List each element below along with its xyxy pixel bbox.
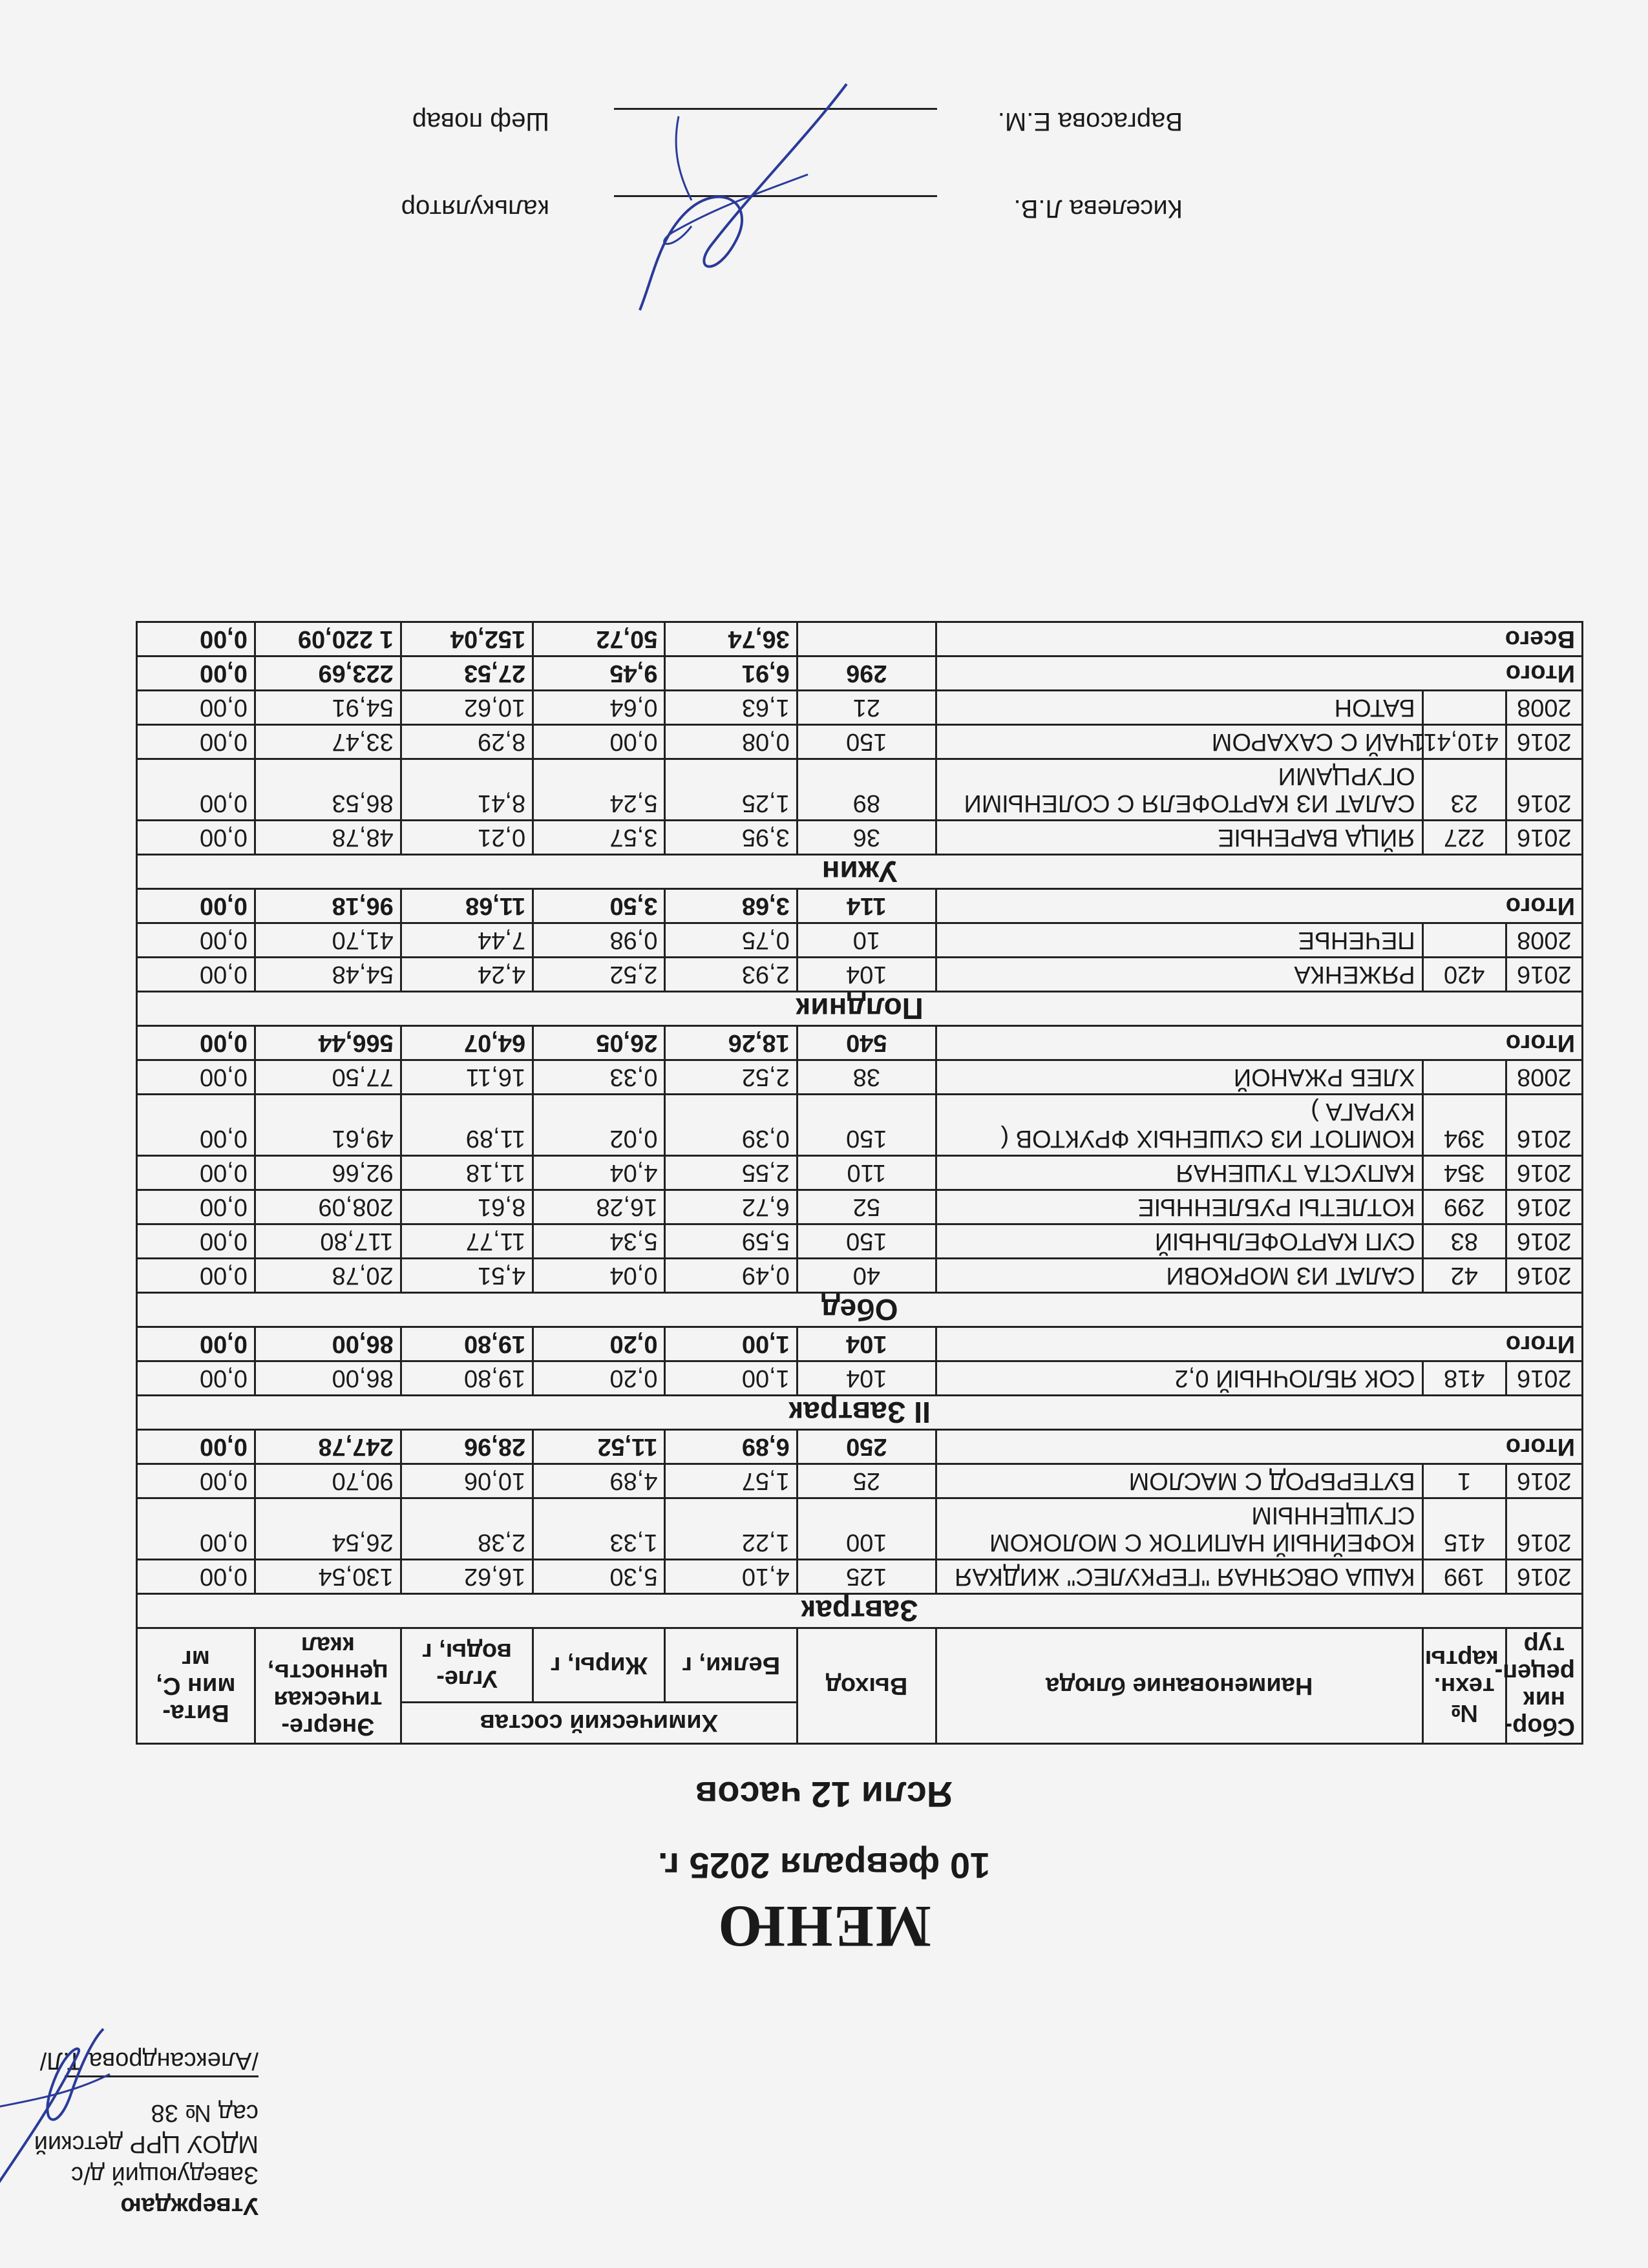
cell-collection: 2016 bbox=[1506, 1259, 1582, 1293]
cell-proteins: 3,95 bbox=[665, 821, 797, 855]
cell-energy: 117,80 bbox=[255, 1224, 401, 1259]
cell-carbs: 19,80 bbox=[401, 1361, 533, 1396]
header-tech-card: № техн. карты bbox=[1422, 1628, 1506, 1744]
cell-carbs: 16,62 bbox=[401, 1560, 533, 1594]
cell-yield: 125 bbox=[797, 1560, 936, 1594]
cell-energy: 566,44 bbox=[255, 1026, 401, 1060]
cell-fats: 0,64 bbox=[533, 691, 665, 725]
cell-carbs: 19,80 bbox=[401, 1327, 533, 1361]
page-title: МЕНЮ bbox=[717, 1894, 931, 1960]
total-label: Итого bbox=[936, 656, 1582, 691]
cell-dish-name: КОМПОТ ИЗ СУШЕНЫХ ФРУКТОВ ( КУРАГА ) bbox=[936, 1095, 1422, 1156]
section-title: II Завтрак bbox=[137, 1396, 1583, 1430]
table-row bbox=[137, 923, 1583, 958]
cell-collection: 2016 bbox=[1506, 1095, 1582, 1156]
total-label: Итого bbox=[936, 1026, 1582, 1060]
cell-tech-card bbox=[1422, 1060, 1506, 1095]
cell-fats: 5,34 bbox=[533, 1224, 665, 1259]
cell-dish-name: САЛАТ ИЗ КАРТОФЕЛЯ С СОЛЕНЫМИ ОГУРЦАМИ bbox=[936, 759, 1422, 821]
table-row bbox=[137, 821, 1583, 855]
director-signature bbox=[0, 2022, 149, 2203]
table-row bbox=[137, 958, 1583, 992]
approval-heading: Утверждаю bbox=[120, 2192, 259, 2220]
cell-yield: 150 bbox=[797, 1095, 936, 1156]
cell-tech-card: 415 bbox=[1422, 1498, 1506, 1560]
cell-dish-name: БАТОН bbox=[936, 691, 1422, 725]
cell-fats: 1,33 bbox=[533, 1498, 665, 1560]
header-energy: Энерге-тическая ценность, ккал bbox=[255, 1628, 401, 1744]
header-fats: Жиры, г bbox=[533, 1628, 665, 1703]
cell-proteins: 1,00 bbox=[665, 1327, 797, 1361]
cell-collection: 2008 bbox=[1506, 923, 1582, 958]
header-collection: Сбор-ник рецеп-тур bbox=[1506, 1628, 1582, 1744]
section-title: Ужин bbox=[137, 855, 1583, 889]
cell-fats: 3,50 bbox=[533, 889, 665, 923]
cell-yield: 21 bbox=[797, 691, 936, 725]
cell-collection: 2016 bbox=[1506, 958, 1582, 992]
staff-signature bbox=[588, 58, 885, 330]
cell-energy: 92,66 bbox=[255, 1156, 401, 1190]
table-row bbox=[137, 1156, 1583, 1190]
total-row bbox=[137, 1430, 1583, 1464]
cell-energy: 54,48 bbox=[255, 958, 401, 992]
chef-name: Варгасова Е.М. bbox=[997, 107, 1183, 136]
cell-collection: 2016 bbox=[1506, 1156, 1582, 1190]
cell-energy: 96,18 bbox=[255, 889, 401, 923]
cell-dish-name: ЧАЙ С САХАРОМ bbox=[936, 725, 1422, 759]
cell-fats: 0,00 bbox=[533, 725, 665, 759]
cell-fats: 11,52 bbox=[533, 1430, 665, 1464]
cell-collection: 2016 bbox=[1506, 1464, 1582, 1498]
cell-energy: 54,91 bbox=[255, 691, 401, 725]
cell-energy: 26,54 bbox=[255, 1498, 401, 1560]
cell-proteins: 0,08 bbox=[665, 725, 797, 759]
cell-tech-card bbox=[1422, 691, 1506, 725]
cell-fats: 0,20 bbox=[533, 1327, 665, 1361]
cell-fats: 4,04 bbox=[533, 1156, 665, 1190]
cell-collection: 2016 bbox=[1506, 1190, 1582, 1224]
cell-energy: 33,47 bbox=[255, 725, 401, 759]
section-row bbox=[137, 1594, 1583, 1628]
cell-proteins: 4,10 bbox=[665, 1560, 797, 1594]
cell-yield: 114 bbox=[797, 889, 936, 923]
cell-proteins: 6,89 bbox=[665, 1430, 797, 1464]
cell-vitamin-c: 0,00 bbox=[137, 1095, 255, 1156]
cell-yield: 104 bbox=[797, 1361, 936, 1396]
cell-tech-card: 1 bbox=[1422, 1464, 1506, 1498]
cell-carbs: 16,11 bbox=[401, 1060, 533, 1095]
section-title: Обед bbox=[137, 1293, 1583, 1327]
cell-collection: 2008 bbox=[1506, 1060, 1582, 1095]
cell-collection: 2016 bbox=[1506, 1224, 1582, 1259]
table-row bbox=[137, 725, 1583, 759]
table-row bbox=[137, 1464, 1583, 1498]
cell-proteins: 6,91 bbox=[665, 656, 797, 691]
cell-yield: 250 bbox=[797, 1430, 936, 1464]
cell-carbs: 11,89 bbox=[401, 1095, 533, 1156]
cell-collection: 2016 bbox=[1506, 1498, 1582, 1560]
cell-energy: 86,53 bbox=[255, 759, 401, 821]
cell-vitamin-c: 0,00 bbox=[137, 725, 255, 759]
header-proteins: Белки, г bbox=[665, 1628, 797, 1703]
cell-fats: 0,20 bbox=[533, 1361, 665, 1396]
cell-vitamin-c: 0,00 bbox=[137, 889, 255, 923]
cell-fats: 2,52 bbox=[533, 958, 665, 992]
cell-vitamin-c: 0,00 bbox=[137, 656, 255, 691]
cell-carbs: 0,21 bbox=[401, 821, 533, 855]
cell-dish-name: БУТЕРБРОД С МАСЛОМ bbox=[936, 1464, 1422, 1498]
menu-subtitle: Ясли 12 часов bbox=[695, 1774, 953, 1815]
cell-dish-name: КОФЕЙНЫЙ НАПИТОК С МОЛОКОМ СГУЩЕННЫМ bbox=[936, 1498, 1422, 1560]
total-label: Итого bbox=[936, 1327, 1582, 1361]
header-yield: Выход bbox=[797, 1628, 936, 1744]
cell-dish-name: СОК ЯБЛОЧНЫЙ 0,2 bbox=[936, 1361, 1422, 1396]
cell-vitamin-c: 0,00 bbox=[137, 1498, 255, 1560]
cell-dish-name: КАПУСТА ТУШЕНАЯ bbox=[936, 1156, 1422, 1190]
cell-proteins: 1,22 bbox=[665, 1498, 797, 1560]
calculator-role: калькулятор bbox=[401, 194, 549, 223]
cell-yield: 296 bbox=[797, 656, 936, 691]
cell-proteins: 1,00 bbox=[665, 1361, 797, 1396]
cell-tech-card bbox=[1422, 923, 1506, 958]
cell-fats: 5,24 bbox=[533, 759, 665, 821]
cell-vitamin-c: 0,00 bbox=[137, 1361, 255, 1396]
table-row bbox=[137, 1190, 1583, 1224]
total-row bbox=[137, 1026, 1583, 1060]
cell-tech-card: 354 bbox=[1422, 1156, 1506, 1190]
cell-yield: 40 bbox=[797, 1259, 936, 1293]
table-row bbox=[137, 1259, 1583, 1293]
cell-fats: 50,72 bbox=[533, 622, 665, 656]
cell-vitamin-c: 0,00 bbox=[137, 1026, 255, 1060]
cell-tech-card: 83 bbox=[1422, 1224, 1506, 1259]
cell-vitamin-c: 0,00 bbox=[137, 1156, 255, 1190]
grand-total-row bbox=[137, 622, 1583, 656]
cell-tech-card: 394 bbox=[1422, 1095, 1506, 1156]
cell-fats: 3,57 bbox=[533, 821, 665, 855]
cell-vitamin-c: 0,00 bbox=[137, 958, 255, 992]
cell-dish-name: КАША ОВСЯНАЯ "ГЕРКУЛЕС" ЖИДКАЯ bbox=[936, 1560, 1422, 1594]
cell-proteins: 1,25 bbox=[665, 759, 797, 821]
cell-vitamin-c: 0,00 bbox=[137, 1259, 255, 1293]
section-row bbox=[137, 1293, 1583, 1327]
menu-date: 10 февраля 2025 г. bbox=[657, 1845, 991, 1886]
cell-energy: 130,54 bbox=[255, 1560, 401, 1594]
cell-fats: 0,02 bbox=[533, 1095, 665, 1156]
cell-yield: 89 bbox=[797, 759, 936, 821]
table-row bbox=[137, 1060, 1583, 1095]
cell-tech-card: 23 bbox=[1422, 759, 1506, 821]
cell-dish-name: ХЛЕБ РЖАНОЙ bbox=[936, 1060, 1422, 1095]
cell-carbs: 8,61 bbox=[401, 1190, 533, 1224]
cell-vitamin-c: 0,00 bbox=[137, 1327, 255, 1361]
cell-vitamin-c: 0,00 bbox=[137, 923, 255, 958]
cell-fats: 0,33 bbox=[533, 1060, 665, 1095]
cell-proteins: 0,49 bbox=[665, 1259, 797, 1293]
cell-carbs: 7,44 bbox=[401, 923, 533, 958]
table-row bbox=[137, 1095, 1583, 1156]
cell-yield: 150 bbox=[797, 725, 936, 759]
cell-proteins: 0,39 bbox=[665, 1095, 797, 1156]
table-row bbox=[137, 1224, 1583, 1259]
cell-vitamin-c: 0,00 bbox=[137, 1464, 255, 1498]
cell-energy: 247,78 bbox=[255, 1430, 401, 1464]
cell-proteins: 0,75 bbox=[665, 923, 797, 958]
calculator-name: Киселева Л.В. bbox=[1013, 194, 1183, 223]
cell-proteins: 36,74 bbox=[665, 622, 797, 656]
cell-collection: 2016 bbox=[1506, 821, 1582, 855]
cell-energy: 86,00 bbox=[255, 1327, 401, 1361]
cell-carbs: 27,53 bbox=[401, 656, 533, 691]
menu-table bbox=[136, 621, 1583, 1745]
cell-fats: 0,98 bbox=[533, 923, 665, 958]
cell-proteins: 2,93 bbox=[665, 958, 797, 992]
section-title: Завтрак bbox=[137, 1594, 1583, 1628]
cell-yield: 10 bbox=[797, 923, 936, 958]
cell-energy: 90,70 bbox=[255, 1464, 401, 1498]
header-chemical-composition: Химический состав bbox=[401, 1702, 797, 1743]
cell-carbs: 64,07 bbox=[401, 1026, 533, 1060]
cell-carbs: 11,18 bbox=[401, 1156, 533, 1190]
cell-dish-name: ПЕЧЕНЬЕ bbox=[936, 923, 1422, 958]
cell-energy: 41,70 bbox=[255, 923, 401, 958]
cell-carbs: 10,06 bbox=[401, 1464, 533, 1498]
cell-fats: 0,04 bbox=[533, 1259, 665, 1293]
cell-collection: 2016 bbox=[1506, 1560, 1582, 1594]
cell-energy: 223,69 bbox=[255, 656, 401, 691]
cell-fats: 26,05 bbox=[533, 1026, 665, 1060]
cell-vitamin-c: 0,00 bbox=[137, 1190, 255, 1224]
cell-yield: 104 bbox=[797, 958, 936, 992]
cell-collection: 2016 bbox=[1506, 759, 1582, 821]
cell-carbs: 11,68 bbox=[401, 889, 533, 923]
cell-fats: 9,45 bbox=[533, 656, 665, 691]
cell-vitamin-c: 0,00 bbox=[137, 821, 255, 855]
cell-tech-card: 418 bbox=[1422, 1361, 1506, 1396]
total-label: Итого bbox=[936, 889, 1582, 923]
cell-dish-name: САЛАТ ИЗ МОРКОВИ bbox=[936, 1259, 1422, 1293]
cell-tech-card: 199 bbox=[1422, 1560, 1506, 1594]
cell-dish-name: КОТЛЕТЫ РУБЛЕННЫЕ bbox=[936, 1190, 1422, 1224]
cell-collection: 2008 bbox=[1506, 691, 1582, 725]
cell-yield: 38 bbox=[797, 1060, 936, 1095]
table-row bbox=[137, 759, 1583, 821]
header-carbs: Угле-воды, г bbox=[401, 1628, 533, 1703]
cell-vitamin-c: 0,00 bbox=[137, 622, 255, 656]
cell-fats: 5,30 bbox=[533, 1560, 665, 1594]
cell-proteins: 2,55 bbox=[665, 1156, 797, 1190]
cell-tech-card: 420 bbox=[1422, 958, 1506, 992]
cell-collection: 2016 bbox=[1506, 1361, 1582, 1396]
total-row bbox=[137, 656, 1583, 691]
header-dish-name: Наименование блюда bbox=[936, 1628, 1422, 1744]
section-row bbox=[137, 1396, 1583, 1430]
table-row bbox=[137, 1361, 1583, 1396]
cell-proteins: 5,59 bbox=[665, 1224, 797, 1259]
total-row bbox=[137, 1327, 1583, 1361]
cell-proteins: 18,26 bbox=[665, 1026, 797, 1060]
cell-energy: 20,78 bbox=[255, 1259, 401, 1293]
cell-proteins: 2,52 bbox=[665, 1060, 797, 1095]
cell-dish-name: СУП КАРТОФЕЛЬНЫЙ bbox=[936, 1224, 1422, 1259]
section-title: Полдник bbox=[137, 992, 1583, 1026]
grand-total-label: Всего bbox=[936, 622, 1582, 656]
cell-energy: 1 220,09 bbox=[255, 622, 401, 656]
cell-tech-card: 410,411 bbox=[1422, 725, 1506, 759]
cell-yield: 110 bbox=[797, 1156, 936, 1190]
cell-proteins: 1,57 bbox=[665, 1464, 797, 1498]
cell-collection: 2016 bbox=[1506, 725, 1582, 759]
cell-carbs: 152,04 bbox=[401, 622, 533, 656]
table-row bbox=[137, 691, 1583, 725]
cell-energy: 77,50 bbox=[255, 1060, 401, 1095]
approval-role: Заведующий д/с bbox=[71, 2161, 259, 2189]
cell-carbs: 8,29 bbox=[401, 725, 533, 759]
section-row bbox=[137, 855, 1583, 889]
chef-role: Шеф повар bbox=[412, 107, 549, 136]
cell-energy: 208,09 bbox=[255, 1190, 401, 1224]
cell-tech-card: 42 bbox=[1422, 1259, 1506, 1293]
cell-proteins: 6,72 bbox=[665, 1190, 797, 1224]
cell-tech-card: 227 bbox=[1422, 821, 1506, 855]
cell-yield: 540 bbox=[797, 1026, 936, 1060]
cell-fats: 16,28 bbox=[533, 1190, 665, 1224]
cell-carbs: 4,51 bbox=[401, 1259, 533, 1293]
cell-carbs: 28,96 bbox=[401, 1430, 533, 1464]
section-row bbox=[137, 992, 1583, 1026]
cell-yield: 36 bbox=[797, 821, 936, 855]
cell-yield: 104 bbox=[797, 1327, 936, 1361]
cell-vitamin-c: 0,00 bbox=[137, 759, 255, 821]
cell-proteins: 1,63 bbox=[665, 691, 797, 725]
total-label: Итого bbox=[936, 1430, 1582, 1464]
cell-carbs: 8,41 bbox=[401, 759, 533, 821]
cell-tech-card: 299 bbox=[1422, 1190, 1506, 1224]
cell-carbs: 2,38 bbox=[401, 1498, 533, 1560]
cell-energy: 48,78 bbox=[255, 821, 401, 855]
table-row bbox=[137, 1560, 1583, 1594]
cell-proteins: 3,68 bbox=[665, 889, 797, 923]
cell-fats: 4,89 bbox=[533, 1464, 665, 1498]
cell-yield: 150 bbox=[797, 1224, 936, 1259]
approval-name: /Александрова Т.Л/ bbox=[39, 2047, 259, 2074]
cell-yield: 100 bbox=[797, 1498, 936, 1560]
cell-yield: 25 bbox=[797, 1464, 936, 1498]
cell-vitamin-c: 0,00 bbox=[137, 1060, 255, 1095]
cell-energy: 86,00 bbox=[255, 1361, 401, 1396]
cell-dish-name: ЯЙЦА ВАРЕНЫЕ bbox=[936, 821, 1422, 855]
cell-energy: 49,61 bbox=[255, 1095, 401, 1156]
total-row bbox=[137, 889, 1583, 923]
cell-carbs: 4,24 bbox=[401, 958, 533, 992]
cell-vitamin-c: 0,00 bbox=[137, 1430, 255, 1464]
cell-dish-name: РЯЖЕНКА bbox=[936, 958, 1422, 992]
cell-vitamin-c: 0,00 bbox=[137, 1560, 255, 1594]
table-row bbox=[137, 1498, 1583, 1560]
cell-vitamin-c: 0,00 bbox=[137, 691, 255, 725]
header-vitamin-c: Вита-мин С, мг bbox=[137, 1628, 255, 1744]
cell-yield bbox=[797, 622, 936, 656]
cell-yield: 52 bbox=[797, 1190, 936, 1224]
cell-carbs: 11,77 bbox=[401, 1224, 533, 1259]
cell-vitamin-c: 0,00 bbox=[137, 1224, 255, 1259]
cell-carbs: 10,62 bbox=[401, 691, 533, 725]
approval-org: МДОУ ЦРР детский сад № 38 bbox=[34, 2099, 259, 2158]
